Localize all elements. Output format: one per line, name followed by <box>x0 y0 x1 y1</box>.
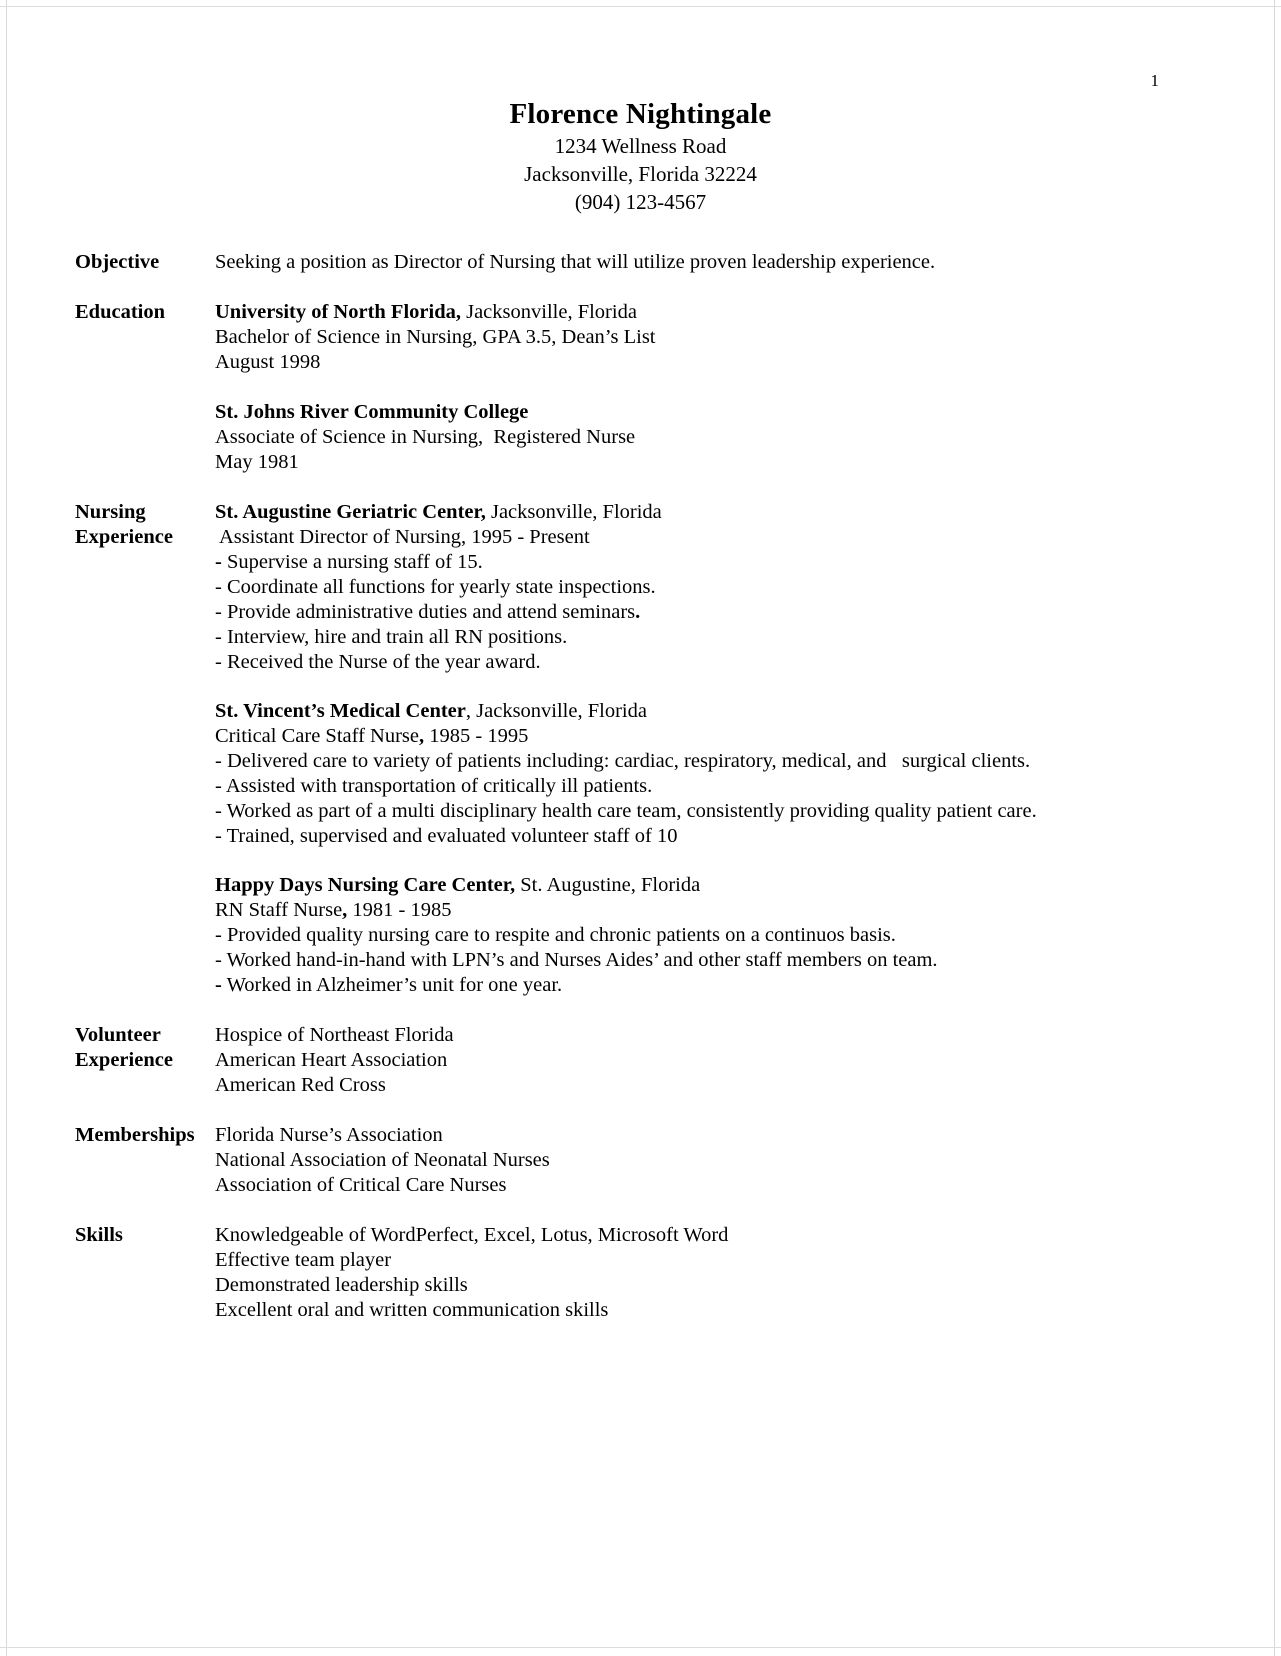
section-label-memberships: Memberships <box>75 1124 195 1146</box>
list-item: Effective team player <box>215 1249 392 1271</box>
job-entry <box>215 500 1281 675</box>
spacer <box>215 375 1281 400</box>
bullet-text: Supervise a nursing staff of 15. <box>221 551 483 573</box>
bullet-dash: - <box>215 576 222 598</box>
resume-body <box>0 250 1281 1323</box>
job-title: Critical Care Staff Nurse <box>215 725 419 747</box>
section-memberships <box>0 1123 1281 1198</box>
bullet-text: Interview, hire and train all RN positions. <box>221 626 568 648</box>
section-label-volunteer-experience <box>75 1023 215 1073</box>
job-dates: 1985 - 1995 <box>424 725 529 747</box>
job-title-line <box>215 898 1281 923</box>
section-label-skills: Skills <box>75 1224 123 1246</box>
list-item: National Association of Neonatal Nurses <box>215 1149 550 1171</box>
section-label-nursing-experience <box>75 500 215 550</box>
bullet-text: Provide administrative duties and attend seminars <box>221 601 636 623</box>
education-date: May 1981 <box>215 451 299 473</box>
address-line-2: Jacksonville, Florida 32224 <box>524 162 757 186</box>
page-number: 1 <box>1150 71 1159 90</box>
bullet-dash: - <box>215 775 222 797</box>
bullet-text: Assisted with transportation of critically ill patients. <box>221 775 653 797</box>
bullet-dash: - <box>215 924 222 946</box>
job-employer-line <box>215 873 1281 898</box>
job-employer-line <box>215 699 1281 724</box>
page-edge-bottom <box>0 1647 1281 1648</box>
bullet-dash: - <box>215 601 222 623</box>
education-date: August 1998 <box>215 351 321 373</box>
bullet-text: Worked in Alzheimer’s unit for one year. <box>221 974 563 996</box>
spacer <box>0 998 1281 1023</box>
list-item: Hospice of Northeast Florida <box>215 1024 454 1046</box>
job-employer-location: Jacksonville, Florida <box>485 501 662 523</box>
education-school-name: University of North Florida, <box>215 301 461 323</box>
skills-content <box>215 1223 1281 1323</box>
job-entry <box>215 873 1281 998</box>
bullet-dash: - <box>215 651 222 673</box>
bullet-text: Worked hand-in-hand with LPN’s and Nurses Aides’ and other staff members on team. <box>221 949 938 971</box>
resume-header <box>0 96 1281 216</box>
bullet-dash: - <box>215 750 222 772</box>
job-title-line <box>215 724 1281 749</box>
section-education <box>0 300 1281 475</box>
objective-content <box>215 250 1281 275</box>
job-employer-name: St. Vincent’s Medical Center <box>215 700 466 722</box>
section-label-line-2: Experience <box>75 526 173 548</box>
job-dates: 1981 - 1985 <box>347 899 452 921</box>
job-employer-location: St. Augustine, Florida <box>515 874 701 896</box>
job-bullet <box>215 774 1281 799</box>
job-bullet <box>215 575 1281 600</box>
job-title-line: Assistant Director of Nursing, 1995 - Present <box>215 526 590 548</box>
list-item: Association of Critical Care Nurses <box>215 1174 507 1196</box>
job-employer-name: Happy Days Nursing Care Center, <box>215 874 516 896</box>
education-school-name: St. Johns River Community College <box>215 401 529 423</box>
bullet-dash: - <box>215 800 222 822</box>
job-title-comma: , <box>342 899 348 921</box>
phone-number: (904) 123-4567 <box>574 190 707 214</box>
bullet-text: Worked as part of a multi disciplinary health care team, consistently providing quality patient care. <box>221 800 1037 822</box>
list-item: Demonstrated leadership skills <box>215 1274 468 1296</box>
section-label-line-2: Experience <box>75 1049 173 1071</box>
job-bullet <box>215 973 1281 998</box>
bullet-dash: - <box>215 551 222 573</box>
candidate-name: Florence Nightingale <box>509 98 772 130</box>
bullet-text: Trained, supervised and evaluated volunteer staff of 10 <box>221 825 678 847</box>
bullet-text: Provided quality nursing care to respite and chronic patients on a continuos basis. <box>221 924 896 946</box>
job-bullet <box>215 600 1281 625</box>
spacer <box>0 1198 1281 1223</box>
spacer <box>215 849 1281 873</box>
education-school-location: Jacksonville, Florida <box>460 301 637 323</box>
bullet-text: Coordinate all functions for yearly state inspections. <box>221 576 656 598</box>
education-school-line <box>215 400 1281 425</box>
list-item: Florida Nurse’s Association <box>215 1124 443 1146</box>
address-line-1: 1234 Wellness Road <box>554 134 727 158</box>
memberships-content <box>215 1123 1281 1198</box>
spacer <box>0 1098 1281 1123</box>
volunteer-experience-content <box>215 1023 1281 1098</box>
job-bullet <box>215 923 1281 948</box>
job-employer-line <box>215 500 1281 525</box>
bullet-text: Received the Nurse of the year award. <box>221 651 541 673</box>
job-bullet <box>215 625 1281 650</box>
section-skills <box>0 1223 1281 1323</box>
section-label-objective: Objective <box>75 251 160 273</box>
section-objective <box>0 250 1281 275</box>
spacer <box>215 675 1281 699</box>
job-employer-location: , Jacksonville, Florida <box>465 700 647 722</box>
job-bullet <box>215 749 1281 774</box>
job-bullet <box>215 948 1281 973</box>
spacer <box>0 275 1281 300</box>
list-item: American Heart Association <box>215 1049 448 1071</box>
job-bullet <box>215 799 1281 824</box>
section-label-line-1: Nursing <box>75 501 146 523</box>
education-degree: Bachelor of Science in Nursing, GPA 3.5, Dean’s List <box>215 326 656 348</box>
bullet-dash: - <box>215 974 222 996</box>
bullet-dash: - <box>215 949 222 971</box>
job-bullet <box>215 550 1281 575</box>
education-school-line <box>215 300 1281 325</box>
page-edge-top <box>0 6 1281 7</box>
list-item: Excellent oral and written communication skills <box>215 1299 609 1321</box>
education-entry <box>215 300 1281 375</box>
section-volunteer-experience <box>0 1023 1281 1098</box>
section-label-education: Education <box>75 301 165 323</box>
bullet-text-bold-end: . <box>635 601 641 623</box>
education-content <box>215 300 1281 475</box>
bullet-text: Delivered care to variety of patients including: cardiac, respiratory, medical, and surgical clients. <box>221 750 1031 772</box>
nursing-experience-content <box>215 500 1281 998</box>
job-title: RN Staff Nurse <box>215 899 343 921</box>
job-employer-name: St. Augustine Geriatric Center, <box>215 501 486 523</box>
job-bullet <box>215 824 1281 849</box>
job-title-comma: , <box>419 725 425 747</box>
objective-text: Seeking a position as Director of Nursing that will utilize proven leadership experience. <box>215 251 936 273</box>
spacer <box>0 475 1281 500</box>
job-entry <box>215 699 1281 849</box>
education-degree: Associate of Science in Nursing, Registered Nurse <box>215 426 636 448</box>
list-item: Knowledgeable of WordPerfect, Excel, Lotus, Microsoft Word <box>215 1224 729 1246</box>
list-item: American Red Cross <box>215 1074 386 1096</box>
bullet-dash: - <box>215 825 222 847</box>
section-nursing-experience <box>0 500 1281 998</box>
education-entry <box>215 400 1281 475</box>
bullet-dash: - <box>215 626 222 648</box>
job-bullet <box>215 650 1281 675</box>
section-label-line-1: Volunteer <box>75 1024 161 1046</box>
